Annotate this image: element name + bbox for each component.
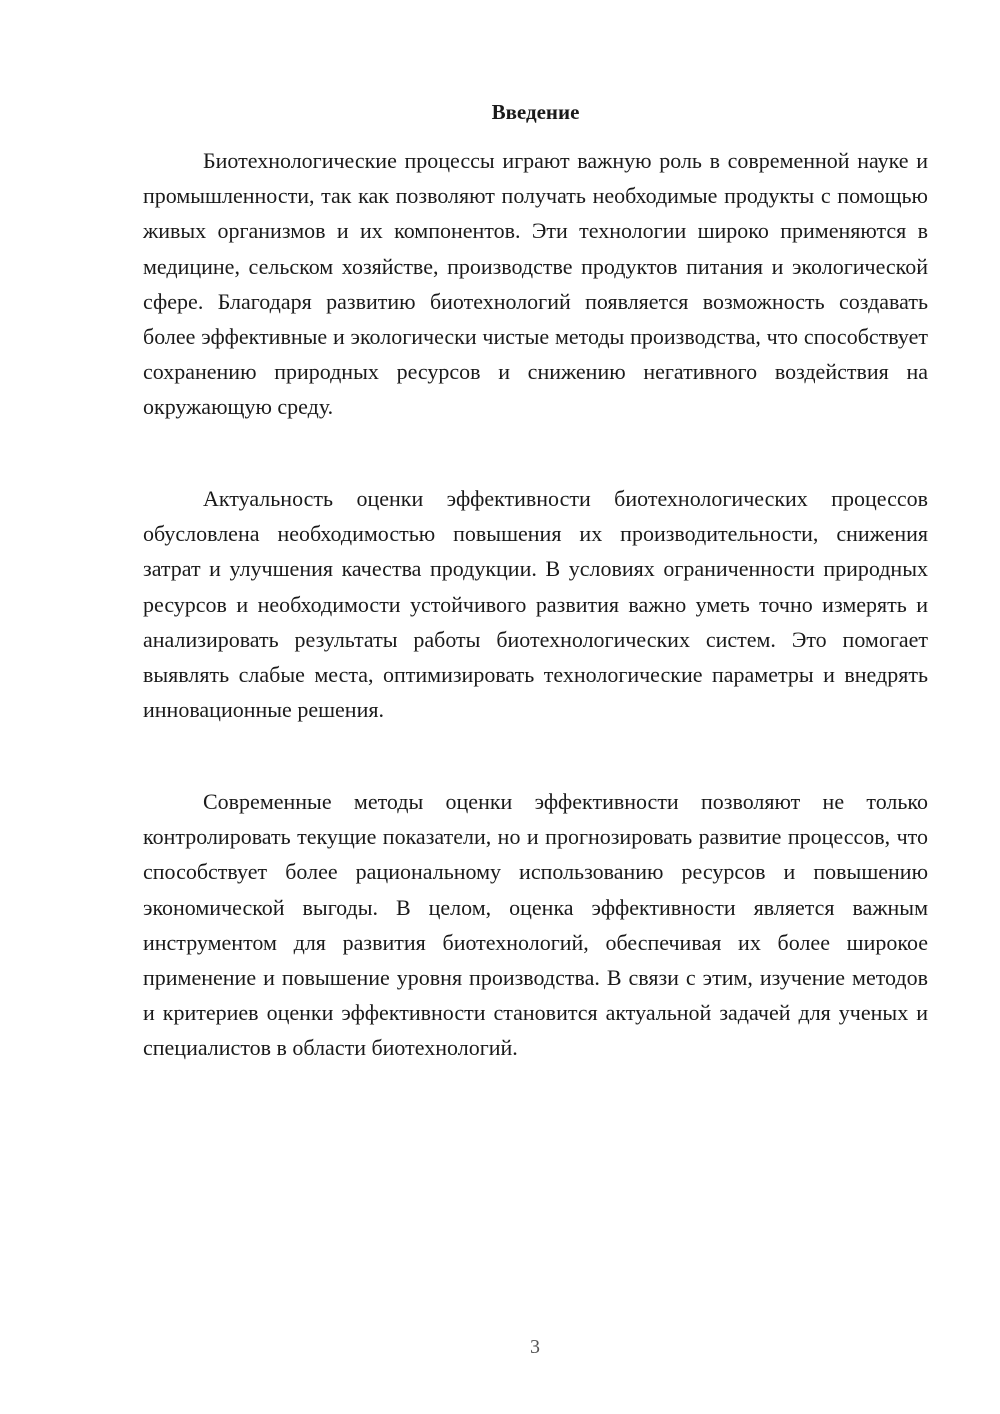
section-heading: Введение: [491, 100, 580, 124]
paragraph-1: Биотехнологические процессы играют важную роль в современной науке и промышленности, так как позволяют получать необходимые продукты с помощью живых организмов и их компонентов. Эти технологии широко применяются в медицине, сельском хозяйстве, производстве продуктов питания и экологической сфере. Благодаря развитию биотехнологий появляется возможность создавать более эффективные и экологически чистые методы производства, что способствует сохранению природных ресурсов и снижению негативного воздействия на окружающую среду.: [143, 148, 928, 420]
paragraph-2: Актуальность оценки эффективности биотехнологических процессов обусловлена необходимостью повышения их производительности, снижения затрат и улучшения качества продукции. В условиях ограниченности природных ресурсов и необходимости устойчивого развития важно уметь точно измерять и анализировать результаты работы биотехнологических систем. Это помогает выявлять слабые места, оптимизировать технологические параметры и внедрять инновационные решения.: [143, 486, 928, 723]
page-number: 3: [530, 1336, 540, 1358]
paragraph-3: Современные методы оценки эффективности позволяют не только контролировать текущие показатели, но и прогнозировать развитие процессов, что способствует более рациональному использованию ресурсов и повышению экономической выгоды. В целом, оценка эффективности является важным инструментом для развития биотехнологий, обеспечивая их более широкое применение и повышение уровня производства. В связи с этим, изучение методов и критериев оценки эффективности становится актуальной задачей для ученых и специалистов в области биотехнологий.: [143, 789, 928, 1061]
